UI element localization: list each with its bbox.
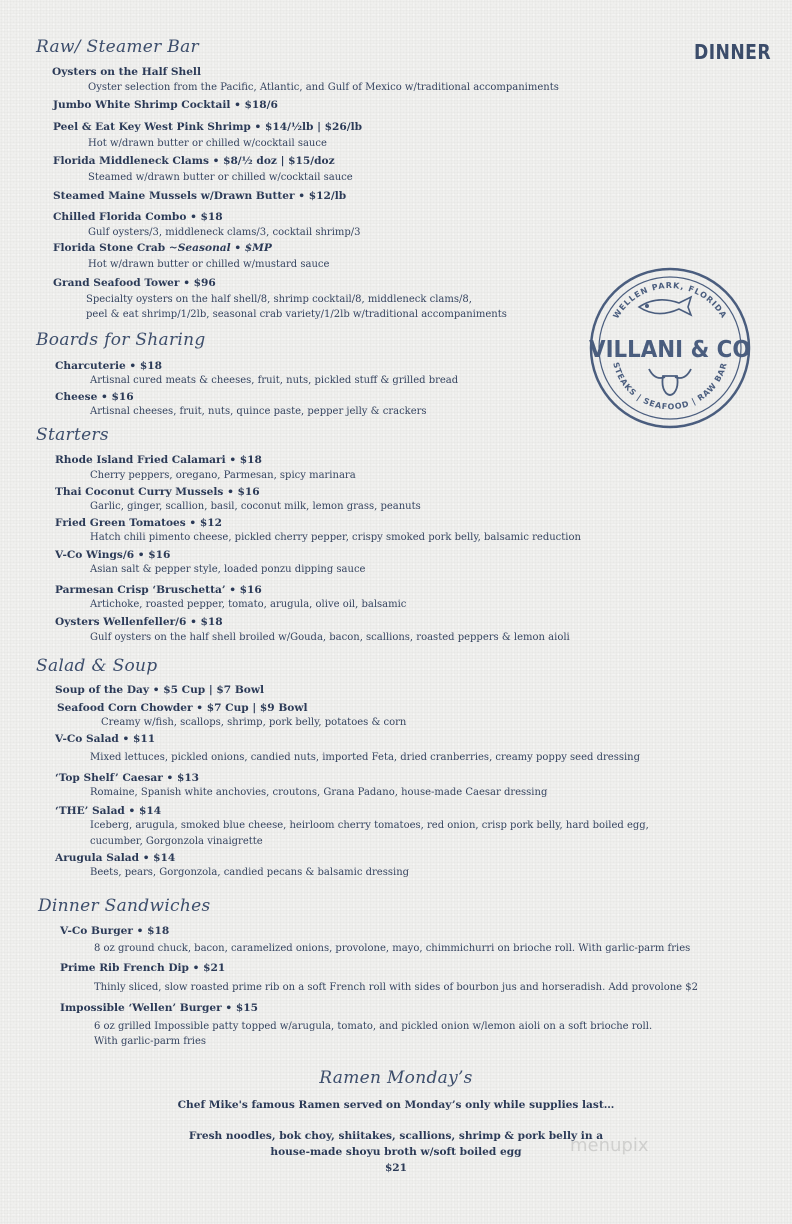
menu-item-name: Fried Green Tomatoes • $12: [55, 517, 223, 529]
menu-item-desc: Gulf oysters on the half shell broiled w/Gouda, bacon, scallions, roasted peppers & lemon aioli: [90, 632, 570, 643]
menu-item-desc: Asian salt & pepper style, loaded ponzu dipping sauce: [90, 564, 366, 575]
menu-item-desc: Steamed w/drawn butter or chilled w/cocktail sauce: [88, 172, 353, 183]
menu-item-name: Soup of the Day • $5 Cup | $7 Bowl: [55, 684, 264, 696]
menu-item-name: Charcuterie • $18: [55, 360, 162, 372]
section-title-ramen: Ramen Monday’s: [319, 1068, 473, 1088]
menu-item-name: ‘Top Shelf’ Caesar • $13: [55, 772, 200, 784]
menu-item-name: Peel & Eat Key West Pink Shrimp • $14/½lb | $26/lb: [53, 121, 363, 133]
bull-head-icon: [649, 369, 691, 395]
menu-item-desc: Hot w/drawn butter or chilled w/mustard sauce: [88, 259, 330, 270]
menu-item-name: Thai Coconut Curry Mussels • $16: [55, 486, 260, 498]
menu-item-name: Oysters on the Half Shell: [52, 66, 201, 78]
menu-item-name: Florida Middleneck Clams • $8/½ doz | $15/doz: [53, 155, 335, 167]
logo-bottom-text: STEAKS | SEAFOOD | RAW BAR: [611, 361, 729, 412]
section-title-raw-bar: Raw/ Steamer Bar: [36, 37, 199, 57]
menu-item-desc: Artisnal cured meats & cheeses, fruit, nuts, pickled stuff & grilled bread: [90, 375, 459, 386]
menu-item-name: Prime Rib French Dip • $21: [60, 962, 226, 974]
menu-item-name: Chilled Florida Combo • $18: [53, 211, 223, 223]
menu-item-desc: Romaine, Spanish white anchovies, croutons, Grana Padano, house-made Caesar dressing: [90, 787, 548, 798]
menu-item-desc: Oyster selection from the Pacific, Atlantic, and Gulf of Mexico w/traditional accompaniments: [88, 82, 559, 93]
watermark: menupix: [570, 1135, 649, 1156]
villani-logo: [587, 265, 753, 431]
menu-item-desc: 8 oz ground chuck, bacon, caramelized onions, provolone, mayo, chimmichurri on brioche roll. With garlic-parm fries: [94, 943, 691, 954]
menu-item-desc: Hot w/drawn butter or chilled w/cocktail sauce: [88, 138, 327, 149]
menu-item-desc: Artichoke, roasted pepper, tomato, arugula, olive oil, balsamic: [90, 599, 407, 610]
menu-item-desc: cucumber, Gorgonzola vinaigrette: [90, 836, 263, 847]
menu-item-desc: Hatch chili pimento cheese, pickled cherry pepper, crispy smoked pork belly, balsamic reduction: [90, 532, 581, 543]
section-title-sandwiches: Dinner Sandwiches: [38, 896, 211, 916]
ramen-line-2: Fresh noodles, bok choy, shiitakes, scallions, shrimp & pork belly in a: [188, 1130, 604, 1142]
menu-item-name: Oysters Wellenfeller/6 • $18: [55, 616, 223, 628]
menu-item-name: Seafood Corn Chowder • $7 Cup | $9 Bowl: [57, 702, 308, 714]
menu-item-name: V-Co Wings/6 • $16: [55, 549, 171, 561]
menu-item-name: Jumbo White Shrimp Cocktail • $18/6: [53, 99, 278, 111]
menu-item-name: Florida Stone Crab ~Seasonal • $MP: [53, 242, 272, 254]
menu-item-name: ‘THE’ Salad • $14: [55, 805, 162, 817]
menu-item-desc: Cherry peppers, oregano, Parmesan, spicy marinara: [90, 470, 356, 481]
logo-name: VILLANI & CO: [589, 336, 751, 364]
menu-item-desc: Beets, pears, Gorgonzola, candied pecans & balsamic dressing: [90, 867, 410, 878]
menu-item-name: Parmesan Crisp ‘Bruschetta’ • $16: [55, 584, 262, 596]
menu-item-desc: Thinly sliced, slow roasted prime rib on a soft French roll with sides of bourbon jus and horseradish. Add provolone $2: [94, 982, 698, 993]
menu-item-name: V-Co Burger • $18: [60, 925, 170, 937]
menu-item-name: Grand Seafood Tower • $96: [53, 277, 216, 289]
menu-item-desc: 6 oz grilled Impossible patty topped w/arugula, tomato, and pickled onion w/lemon aioli on a soft brioche roll.: [94, 1021, 653, 1032]
menu-item-name: Rhode Island Fried Calamari • $18: [55, 454, 262, 466]
menu-item-desc: Creamy w/fish, scallops, shrimp, pork belly, potatoes & corn: [101, 717, 407, 728]
page-title: DINNER: [694, 40, 772, 64]
menu-item-desc: peel & eat shrimp/1/2lb, seasonal crab variety/1/2lb w/traditional accompaniments: [86, 309, 507, 320]
menu-item-name: V-Co Salad • $11: [55, 733, 156, 745]
section-title-starters: Starters: [36, 425, 109, 445]
menu-item-name: Impossible ‘Wellen’ Burger • $15: [60, 1002, 259, 1014]
logo-top-text: WELLEN PARK, FLORIDA: [611, 280, 729, 321]
fish-icon: [639, 297, 691, 315]
menu-item-desc: Gulf oysters/3, middleneck clams/3, cocktail shrimp/3: [88, 227, 361, 238]
menu-item-name: Arugula Salad • $14: [55, 852, 176, 864]
menu-item-name: Steamed Maine Mussels w/Drawn Butter • $12/lb: [53, 190, 347, 202]
menu-item-desc: Iceberg, arugula, smoked blue cheese, heirloom cherry tomatoes, red onion, crisp pork belly, hard boiled egg,: [90, 820, 649, 831]
ramen-line-1: Chef Mike's famous Ramen served on Monday’s only while supplies last…: [177, 1099, 615, 1111]
menu-item-desc: Garlic, ginger, scallion, basil, coconut milk, lemon grass, peanuts: [90, 501, 421, 512]
section-title-salad-soup: Salad & Soup: [36, 656, 158, 676]
ramen-price: $21: [384, 1162, 408, 1174]
menu-item-desc: With garlic-parm fries: [94, 1036, 206, 1047]
menu-item-desc: Specialty oysters on the half shell/8, shrimp cocktail/8, middleneck clams/8,: [86, 294, 472, 305]
menu-item-name: Cheese • $16: [55, 391, 134, 403]
menu-item-desc: Mixed lettuces, pickled onions, candied nuts, imported Feta, dried cranberries, creamy poppy seed dressing: [90, 752, 640, 763]
menu-item-desc: Artisnal cheeses, fruit, nuts, quince paste, pepper jelly & crackers: [90, 406, 427, 417]
ramen-line-3: house-made shoyu broth w/soft boiled egg: [270, 1146, 522, 1158]
section-title-boards: Boards for Sharing: [36, 330, 206, 350]
